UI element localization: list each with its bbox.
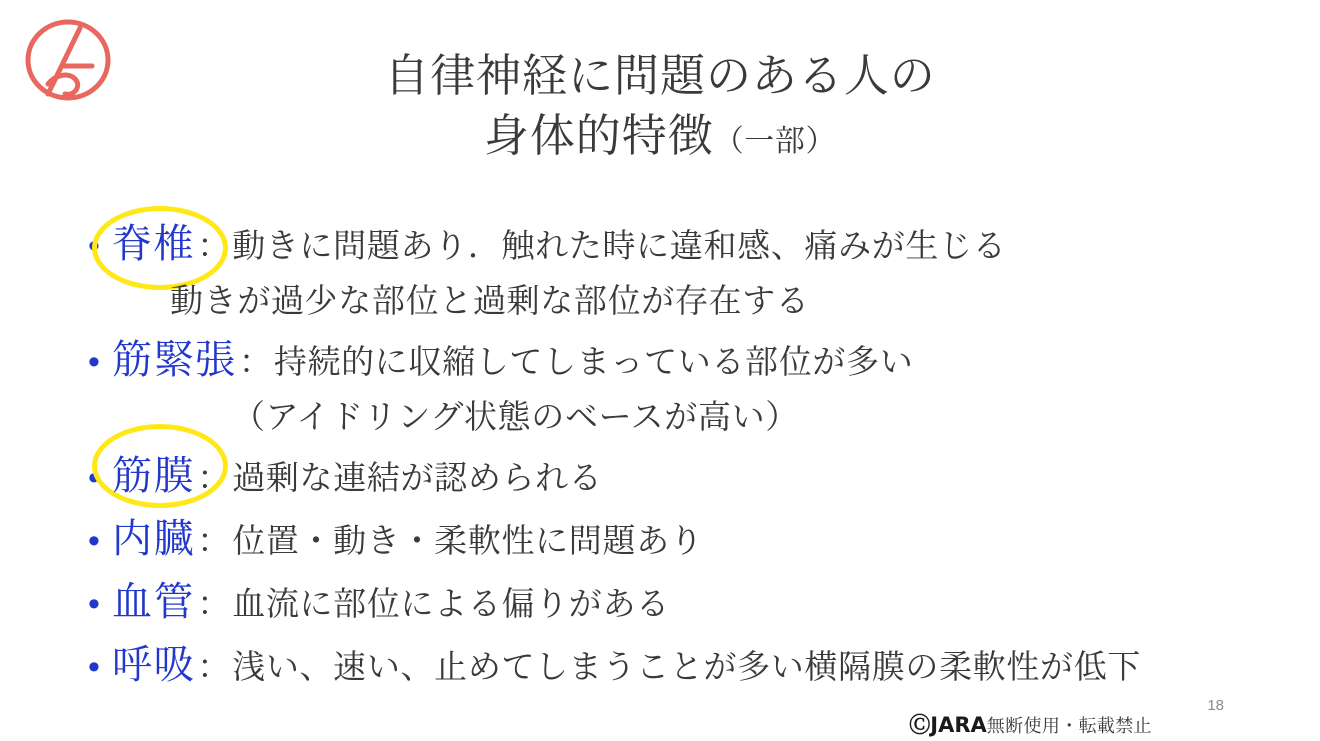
- bullet-icon: •: [88, 585, 100, 623]
- page-number: 18: [1207, 697, 1224, 714]
- bullet-icon: •: [88, 648, 100, 686]
- term-label: 血管: [112, 579, 196, 625]
- bullet-icon: •: [88, 343, 100, 381]
- term-separator: ：: [197, 647, 231, 686]
- item-description: 持続的に収縮してしまっている部位が多い: [273, 342, 914, 381]
- list-item: [88, 507, 1288, 564]
- item-description: （アイドリング状態のベースが高い）: [232, 397, 799, 436]
- list-item: [88, 391, 1288, 438]
- term-separator: ：: [197, 226, 231, 265]
- list-item: [88, 570, 1288, 627]
- term-label: 内臓: [112, 516, 196, 562]
- bullet-icon: •: [88, 227, 100, 265]
- bullet-icon: •: [88, 459, 100, 497]
- list-item: [88, 444, 1288, 501]
- list-item: [88, 275, 1288, 322]
- item-description: 動きが過少な部位と過剰な部位が存在する: [170, 281, 810, 320]
- bullet-icon: •: [88, 522, 100, 560]
- term-label: 呼吸: [112, 642, 196, 688]
- term-separator: ：: [197, 458, 231, 497]
- item-description: 位置・動き・柔軟性に問題あり: [232, 521, 704, 560]
- list-item: [88, 212, 1288, 269]
- item-description: 過剰な連結が認められる: [232, 458, 603, 497]
- term-label: 筋緊張: [112, 337, 237, 383]
- term-separator: ：: [197, 584, 231, 623]
- copyright-notice: [909, 709, 1152, 739]
- item-description: 血流に部位による偏りがある: [232, 584, 670, 623]
- title-sub-text: （一部）: [713, 124, 837, 160]
- body-list: [88, 212, 1288, 696]
- copyright-note: 無断使用・転載禁止: [986, 716, 1152, 737]
- term-label: 筋膜: [112, 453, 196, 499]
- item-description: 動きに問題あり．触れた時に違和感、痛みが生じる: [232, 226, 1007, 265]
- title-line-2: [0, 108, 1320, 164]
- title-line-1: 自律神経に問題のある人の: [384, 49, 936, 102]
- term-label: 脊椎: [112, 221, 196, 267]
- term-separator: ：: [238, 342, 272, 381]
- page-title: [0, 48, 1320, 165]
- list-item: [88, 633, 1288, 690]
- item-description: 浅い、速い、止めてしまうことが多い横隔膜の柔軟性が低下: [232, 647, 1142, 686]
- list-item: [88, 328, 1288, 385]
- copyright-mark: ⒸJARA: [909, 713, 987, 737]
- title-main-text: 身体的特徴: [483, 109, 714, 163]
- term-separator: ：: [197, 521, 231, 560]
